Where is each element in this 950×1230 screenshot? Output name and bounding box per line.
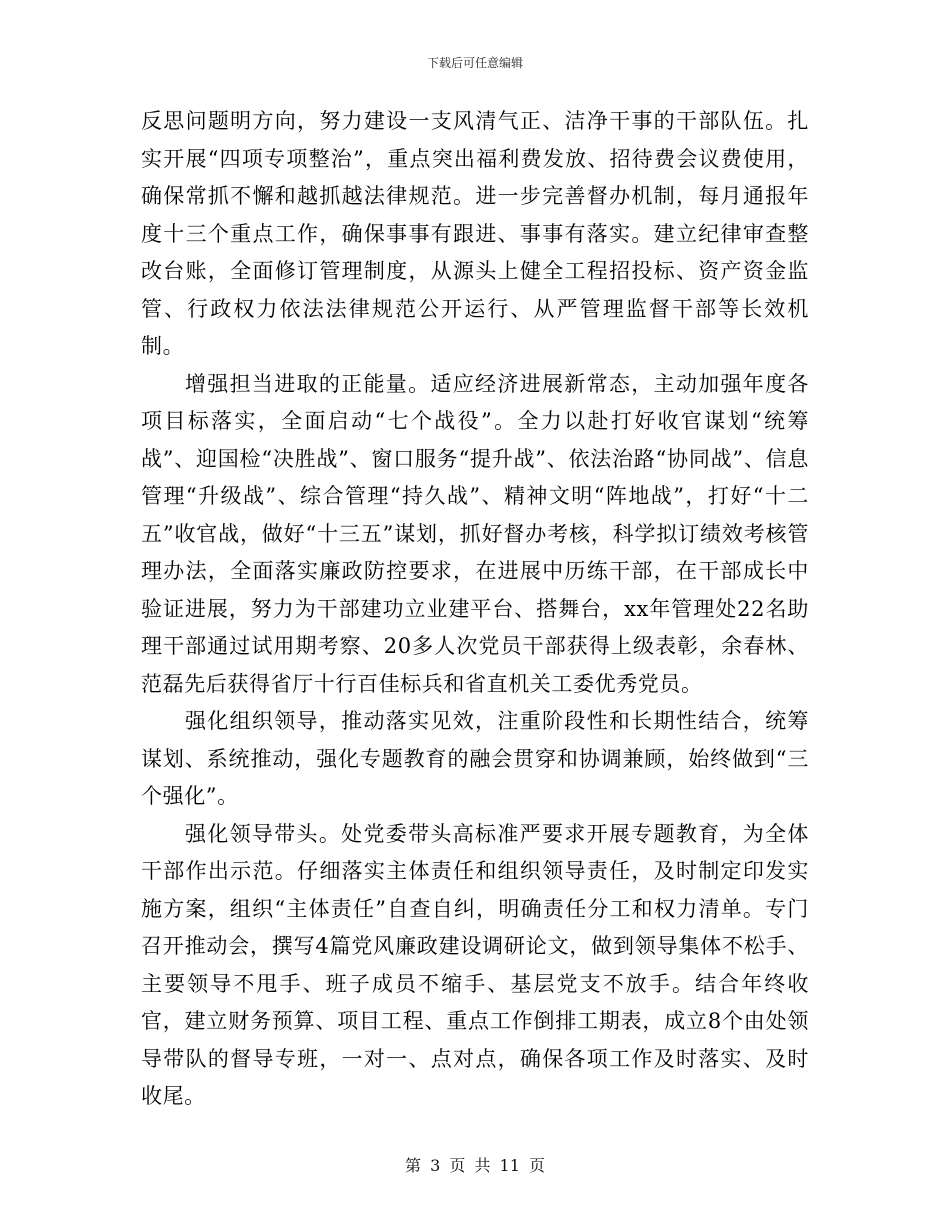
- document-body: [141, 103, 809, 1116]
- paragraph-4: 强化领导带头。处党委带头高标准严要求开展专题教育，为全体干部作出示范。仔细落实主体责任和组织领导责任，及时制定印发实施方案，组织“主体责任”自查自纠，明确责任分工和权力清单。专门召开推动会，撰写4篇党风廉政建设调研论文，做到领导集体不松手、主要领导不甩手、班子成员不缩手、基层党支不放手。结合年终收官，建立财务预算、项目工程、重点工作倒排工期表，成立8个由处领导带队的督导专班，一对一、点对点，确保各项工作及时落实、及时收尾。: [141, 821, 809, 1108]
- paragraph-1: 反思问题明方向，努力建设一支风清气正、洁净干事的干部队伍。扎实开展“四项专项整治”，重点突出福利费发放、招待费会议费使用，确保常抓不懈和越抓越法律规范。进一步完善督办机制，每月通报年度十三个重点工作，确保事事有跟进、事事有落实。建立纪律审查整改台账，全面修订管理制度，从源头上健全工程招投标、资产资金监管、行政权力依法法律规范公开运行、从严管理监督干部等长效机制。: [141, 109, 809, 358]
- page-header: 下载后可任意编辑: [426, 56, 523, 70]
- paragraph-2: 增强担当进取的正能量。适应经济进展新常态，主动加强年度各项目标落实，全面启动“七个战役”。全力以赴打好收官谋划“统筹战”、迎国检“决胜战”、窗口服务“提升战”、依法治路“协同战”、信息管理“升级战”、综合管理“持久战”、精神文明“阵地战”，打好“十二五”收官战，做好“十三五”谋划，抓好督办考核，科学拟订绩效考核管理办法，全面落实廉政防控要求，在进展中历练干部，在干部成长中验证进展，努力为干部建功立业建平台、搭舞台，xx年管理处22名助理干部通过试用期考察、20多人次党员干部获得上级表彰，余春林、范磊先后获得省厅十行百佳标兵和省直机关工委优秀党员。: [141, 371, 809, 696]
- page-number-footer: 第 3 页 共 11 页: [405, 1156, 545, 1175]
- paragraph-3: 强化组织领导，推动落实见效，注重阶段性和长期性结合，统筹谋划、系统推动，强化专题教育的融会贯穿和协调兼顾，始终做到“三个强化”。: [141, 709, 809, 808]
